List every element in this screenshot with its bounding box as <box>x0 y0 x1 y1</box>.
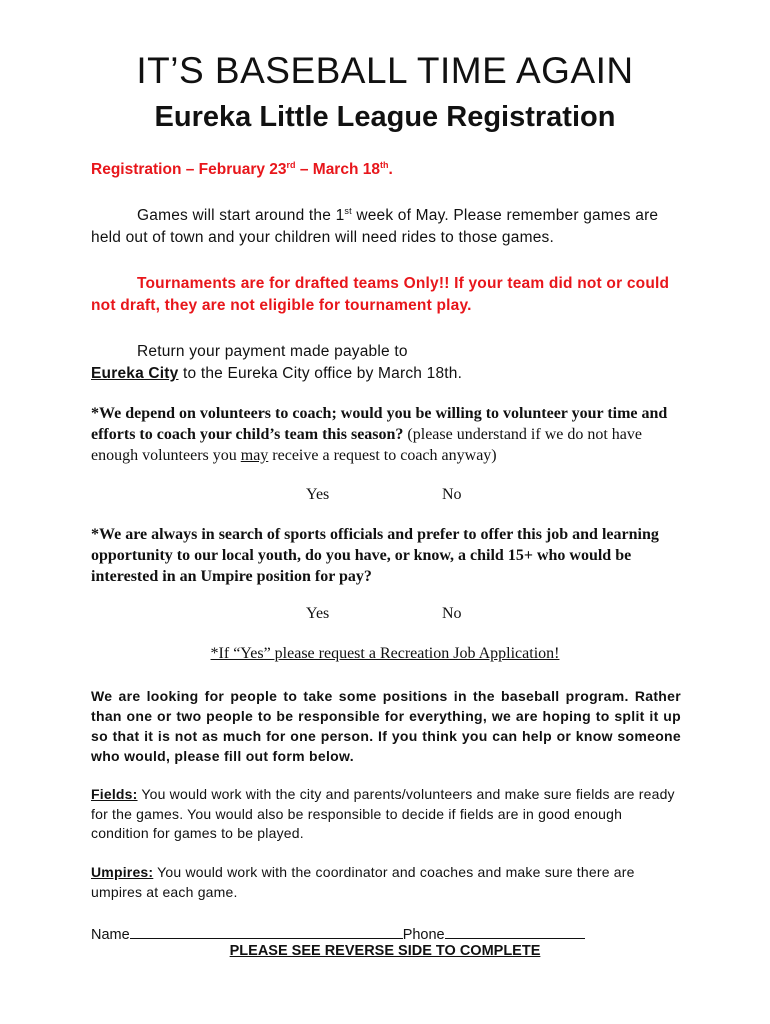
registration-sup-th: th <box>379 159 389 170</box>
name-field[interactable] <box>130 924 403 939</box>
coach-question-bold: *We depend on volunteers to coach; would you be willing to volunteer your time and efforts to coach your child’s team this season? <box>91 405 668 443</box>
umpire-no-option[interactable]: No <box>442 605 462 622</box>
phone-field[interactable] <box>445 924 585 939</box>
coach-no-option[interactable]: No <box>442 486 462 503</box>
games-paragraph <box>91 205 681 249</box>
coach-question-may: may <box>240 447 269 464</box>
phone-label: Phone <box>402 927 445 943</box>
registration-period: . <box>388 161 393 178</box>
reverse-side-note: PLEASE SEE REVERSE SIDE TO COMPLETE <box>229 943 541 959</box>
registration-dates <box>91 161 393 179</box>
tournaments-text: Tournaments are for drafted teams Only!! If your team did not or could not draft, they are not eligible for tournament play. <box>91 275 670 314</box>
games-text-2: week of May. Please remember games are held out of town and your children will need rides to those games. <box>91 207 659 246</box>
payment-payee: Eureka City <box>91 365 179 382</box>
coach-question <box>91 403 681 466</box>
page-subtitle: Eureka Little League Registration <box>154 101 616 133</box>
positions-intro: We are looking for people to take some positions in the baseball program. Rather than one or two people to be responsible for everything, we are hoping to split it up so that it is not as much for one person. If you think you can help or know someone who would, please fill out form below. <box>91 688 681 764</box>
umpire-question: *We are always in search of sports officials and prefer to offer this job and learning opportunity to our local youth, do you have, or know, a child 15+ who would be interested in an Umpire position for pay? <box>91 526 659 585</box>
coach-question-note-2: receive a request to coach anyway) <box>268 447 497 464</box>
payment-line-1: Return your payment made payable to <box>137 343 408 360</box>
page-title: IT’S BASEBALL TIME AGAIN <box>136 50 634 91</box>
payment-line-2: to the Eureka City office by March 18th. <box>178 365 463 382</box>
name-label: Name <box>91 927 130 943</box>
job-application-note: *If “Yes” please request a Recreation Job Application! <box>210 645 560 662</box>
fields-label: Fields: <box>91 786 138 802</box>
coach-question-note-1: (please understand if we do not have enough volunteers you <box>91 426 643 464</box>
registration-end: – March 18 <box>295 161 380 178</box>
games-text-1: Games will start around the 1 <box>137 207 345 224</box>
fields-paragraph <box>91 785 681 844</box>
payment-paragraph <box>91 341 681 385</box>
registration-sup-rd: rd <box>286 159 296 170</box>
umpires-text: You would work with the coordinator and coaches and make sure there are umpires at each game. <box>91 864 635 900</box>
fields-text: You would work with the city and parents/volunteers and make sure fields are ready for the games. You would also be responsible to decide if fields are in good enough condition for games to be played. <box>91 786 675 841</box>
umpire-yes-option[interactable]: Yes <box>306 605 330 622</box>
umpires-label: Umpires: <box>91 864 154 880</box>
registration-start: Registration – February 23 <box>91 161 287 178</box>
coach-yes-option[interactable]: Yes <box>306 486 330 503</box>
umpires-paragraph <box>91 863 681 902</box>
games-sup: st <box>344 205 352 216</box>
tournaments-paragraph <box>91 273 681 317</box>
contact-form-line <box>91 924 585 943</box>
